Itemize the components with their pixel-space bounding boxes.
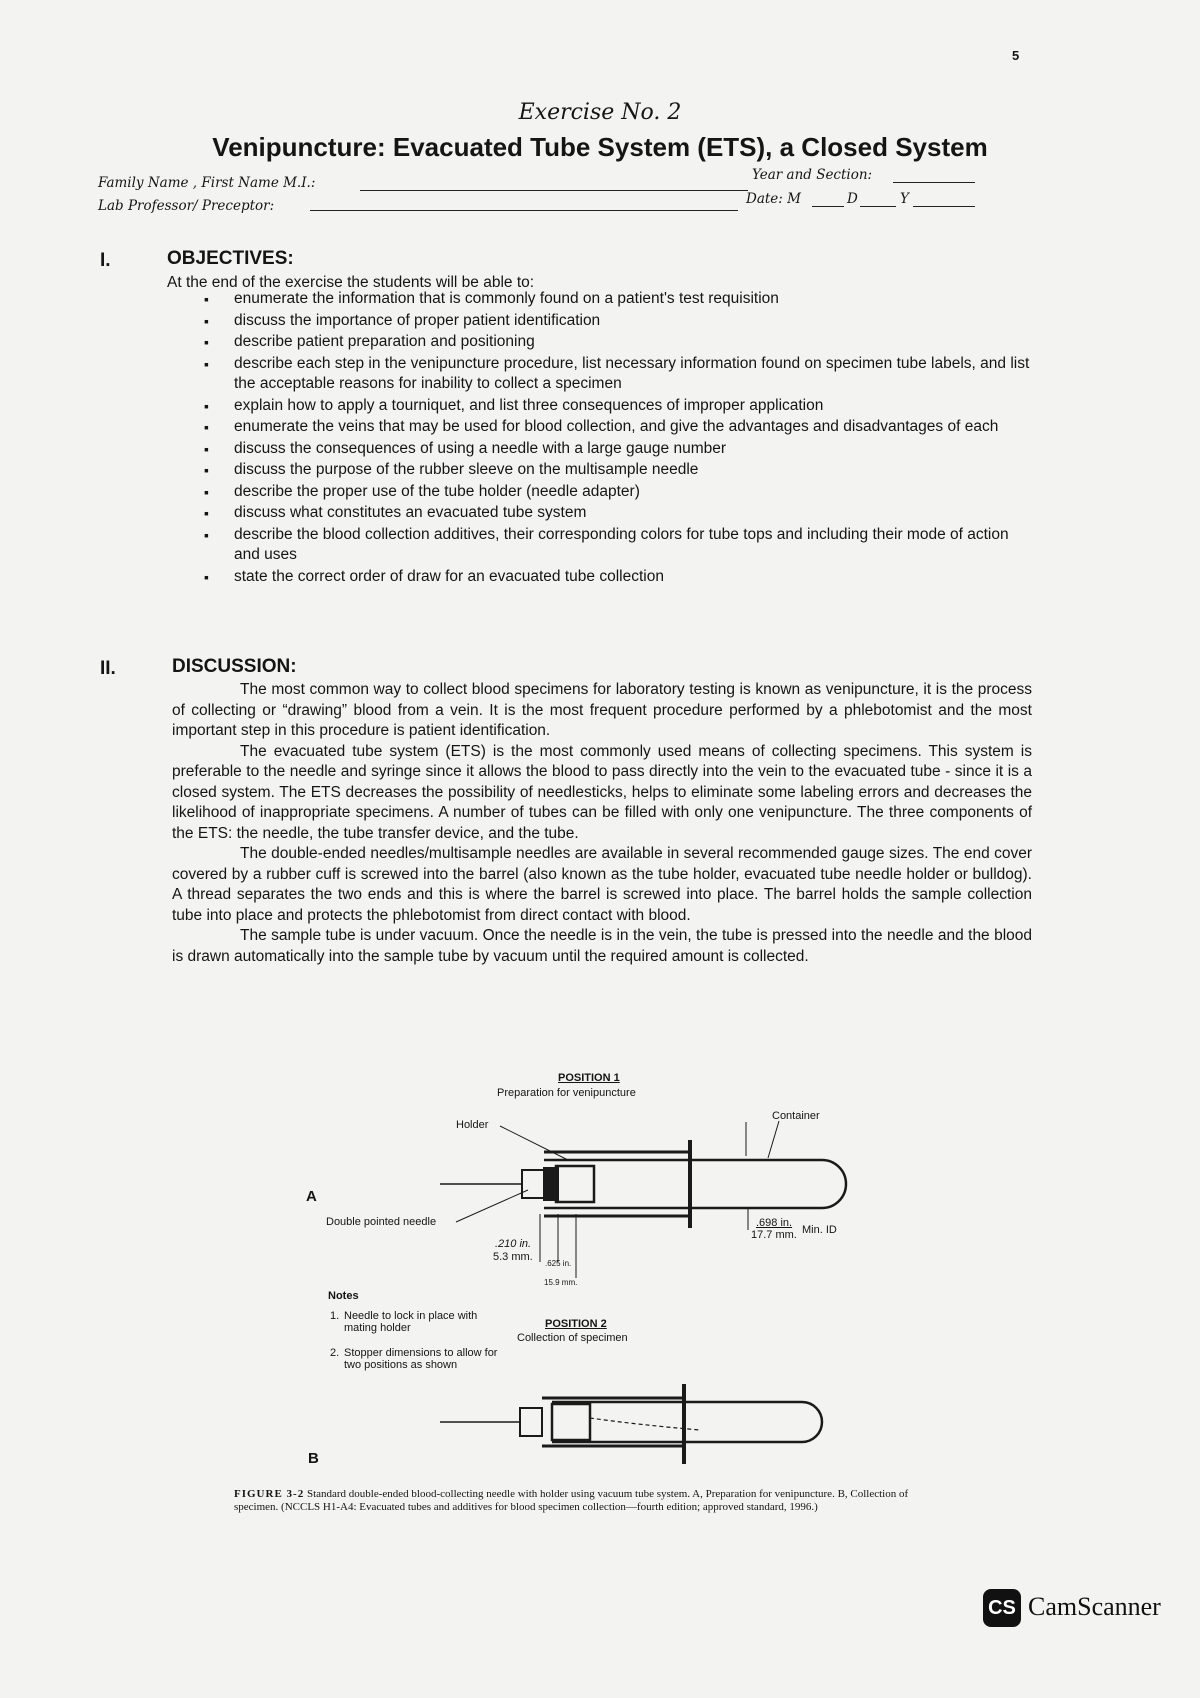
needle-leader: [456, 1190, 528, 1222]
holder-leader: [500, 1126, 568, 1160]
exercise-title: Exercise No. 2: [518, 100, 682, 125]
caption-text: Standard double-ended blood-collecting needle with holder using vacuum tube system. A, Preparation for venipuncture. B, Collection of specimen. (NCCLS H1-A4: Evacuated tubes and additives for blood specimen collection—fourth edition; approved standard, 1996.): [234, 1488, 909, 1513]
container-leader: [768, 1121, 779, 1158]
objective-item: ▪ enumerate the information that is commonly found on a patient's test requisition: [198, 289, 1030, 310]
objective-item: ▪ describe the proper use of the tube holder (needle adapter): [198, 482, 1030, 503]
needle-rubber-sleeve: [544, 1168, 558, 1200]
objective-item: ▪ discuss what constitutes an evacuated tube system: [198, 503, 1030, 524]
prof-label: Lab Professor/ Preceptor:: [98, 198, 275, 214]
objective-item: ▪ explain how to apply a tourniquet, and list three consequences of improper application: [198, 396, 1030, 417]
objective-item: ▪ describe the blood collection additives, their corresponding colors for tube tops and including their mode of action and uses: [198, 525, 1030, 566]
note2: Stopper dimensions to allow for two positions as shown: [344, 1347, 498, 1371]
discussion-paragraph: The most common way to collect blood specimens for laboratory testing is known as venipuncture, it is the process of collecting or “drawing” blood from a vein. It is the most frequent procedure performed by a phlebotomist and the most important step in this procedure is patient identification.: [172, 681, 1032, 739]
main-title: Venipuncture: Evacuated Tube System (ETS), a Closed System: [212, 132, 988, 162]
dim2-in: .625 in.: [545, 1259, 572, 1268]
objective-item: ▪ describe patient preparation and positioning: [198, 332, 1030, 353]
notes-title: Notes: [328, 1290, 359, 1302]
needle-label: Double pointed needle: [326, 1216, 437, 1228]
dim2-mm: 15.9 mm.: [544, 1278, 578, 1287]
objectives-number: I.: [100, 250, 111, 271]
name-label: Family Name , First Name M.I.:: [98, 175, 316, 191]
camscanner-text: CamScanner: [1028, 1592, 1161, 1621]
discussion-number: II.: [100, 658, 116, 679]
camscanner-logo: CS: [983, 1589, 1021, 1627]
year-label: Year and Section:: [752, 167, 873, 183]
caption-label: FIGURE 3-2: [234, 1488, 305, 1500]
objective-item: ▪ enumerate the veins that may be used for blood collection, and give the advantages and disadvantages of each: [198, 417, 1030, 438]
figure-caption: [234, 1488, 944, 1514]
objective-item: ▪ discuss the purpose of the rubber sleeve on the multisample needle: [198, 460, 1030, 481]
objective-item: ▪ discuss the consequences of using a needle with a large gauge number: [198, 439, 1030, 460]
discussion-paragraph: The sample tube is under vacuum. Once the needle is in the vein, the tube is pressed into the needle and the blood is drawn automatically into the sample tube by vacuum until the required amount is collected.: [172, 927, 1032, 965]
dim3-in: .698 in.: [756, 1217, 793, 1229]
label-b: B: [308, 1450, 319, 1467]
date-d-label: D: [847, 191, 858, 207]
objectives-intro: At the end of the exercise the students will be able to:: [167, 274, 535, 291]
note2-number: 2.: [330, 1347, 340, 1359]
objectives-title: OBJECTIVES:: [167, 248, 294, 269]
holder-barrel: [544, 1152, 690, 1216]
discussion-title: DISCUSSION:: [172, 656, 297, 677]
position2-title: POSITION 2: [545, 1318, 607, 1330]
discussion-paragraph: The evacuated tube system (ETS) is the most commonly used means of collecting specimens. This system is preferable to the needle and syringe since it allows the blood to pass directly into the vein to the evacuated tube - since it is a closed system. The ETS decreases the possibility of needlesticks, helps to eliminate some labeling errors and decreases the likelihood of inappropriate specimens. A number of tubes can be filled with only one venipuncture. The three components of the ETS: the needle, the tube transfer device, and the tube.: [172, 742, 1032, 842]
date-label: Date: M: [746, 191, 801, 207]
objective-item: ▪ describe each step in the venipuncture procedure, list necessary information found on specimen tube labels, and list the acceptable reasons for inability to collect a specimen: [198, 354, 1030, 395]
needle-hub: [520, 1408, 542, 1436]
objective-item: ▪ state the correct order of draw for an evacuated tube collection: [198, 567, 1030, 588]
note1: Needle to lock in place with mating holder: [344, 1310, 478, 1334]
dim3-mm: 17.7 mm.: [751, 1229, 797, 1241]
position1-title: POSITION 1: [558, 1072, 620, 1084]
stopper: [552, 1404, 590, 1440]
collection-tube: [552, 1402, 822, 1442]
container-label: Container: [772, 1110, 820, 1122]
needle-hub: [522, 1170, 544, 1198]
position1-subtitle: Preparation for venipuncture: [497, 1087, 636, 1099]
stopper: [556, 1166, 594, 1202]
discussion-paragraph: The double-ended needles/multisample needles are available in several recommended gauge sizes. The end cover covered by a rubber cuff is screwed into the barrel (also known as the tube holder, evacuated tube needle holder or bulldog). A thread separates the two ends and this is where the barrel is screwed into place. The barrel holds the sample collection tube into place and protects the phlebotomist from direct contact with blood.: [172, 845, 1032, 924]
holder-label: Holder: [456, 1119, 489, 1131]
dim1-mm: 5.3 mm.: [493, 1251, 533, 1263]
page-number: 5: [1012, 48, 1020, 63]
label-a: A: [306, 1188, 317, 1205]
dim1-in: .210 in.: [495, 1238, 532, 1250]
note1-number: 1.: [330, 1310, 340, 1322]
objective-item: ▪ discuss the importance of proper patient identification: [198, 311, 1030, 332]
position2-subtitle: Collection of specimen: [517, 1332, 628, 1344]
min-id: Min. ID: [802, 1224, 837, 1236]
date-y-label: Y: [900, 191, 909, 207]
